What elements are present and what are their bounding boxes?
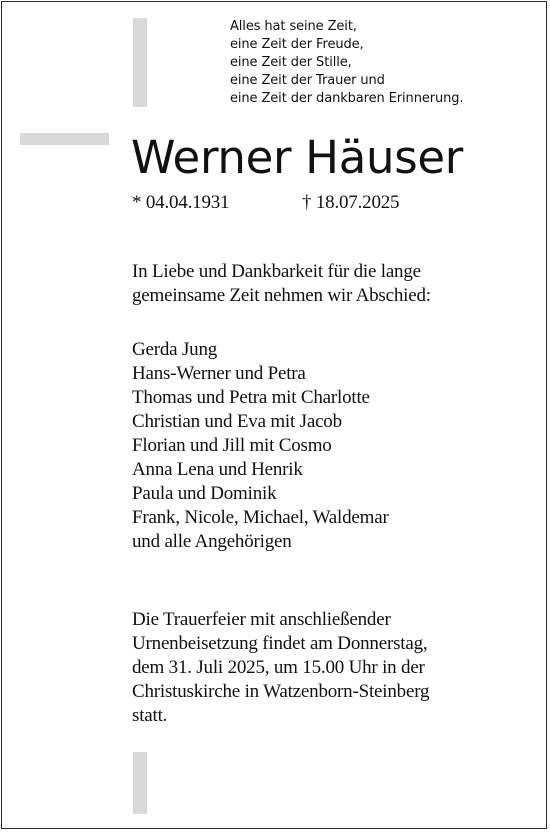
service-line: Die Trauerfeier mit anschließender xyxy=(132,609,391,630)
birth-date: * 04.04.1931 xyxy=(132,192,230,213)
mourner-name: Gerda Jung xyxy=(132,339,218,360)
cross-left-arm xyxy=(20,133,109,145)
funeral-service-info xyxy=(132,608,429,728)
mourner-name: und alle Angehörigen xyxy=(132,531,292,552)
farewell-line: In Liebe und Dankbarkeit für die lange xyxy=(132,261,421,282)
poem-line: eine Zeit der Stille, xyxy=(230,55,352,70)
farewell-text xyxy=(132,260,431,308)
mourner-name: Paula und Dominik xyxy=(132,483,277,504)
service-line: Urnenbeisetzung findet am Donnerstag, xyxy=(132,633,428,654)
farewell-line: gemeinsame Zeit nehmen wir Abschied: xyxy=(132,285,431,306)
poem-line: eine Zeit der Trauer und xyxy=(230,73,385,88)
poem xyxy=(230,18,463,108)
service-line: Christuskirche in Watzenborn-Steinberg xyxy=(132,681,430,702)
mourner-name: Frank, Nicole, Michael, Waldemar xyxy=(132,507,389,528)
mourner-name: Florian und Jill mit Cosmo xyxy=(132,435,332,456)
poem-line: eine Zeit der Freude, xyxy=(230,37,364,52)
service-line: dem 31. Juli 2025, um 15.00 Uhr in der xyxy=(132,657,425,678)
cross-top-arm xyxy=(133,18,147,107)
service-line: statt. xyxy=(132,705,168,726)
poem-line: Alles hat seine Zeit, xyxy=(230,19,357,34)
deceased-name: Werner Häuser xyxy=(131,131,463,184)
mourner-name: Hans-Werner und Petra xyxy=(132,363,306,384)
mourner-name: Thomas und Petra mit Charlotte xyxy=(132,387,370,408)
mourner-name: Christian und Eva mit Jacob xyxy=(132,411,342,432)
death-date: † 18.07.2025 xyxy=(302,192,400,213)
cross-bottom-arm xyxy=(133,752,147,814)
poem-line: eine Zeit der dankbaren Erinnerung. xyxy=(230,91,464,106)
mourner-name: Anna Lena und Henrik xyxy=(132,459,303,480)
mourners-list xyxy=(132,338,389,554)
